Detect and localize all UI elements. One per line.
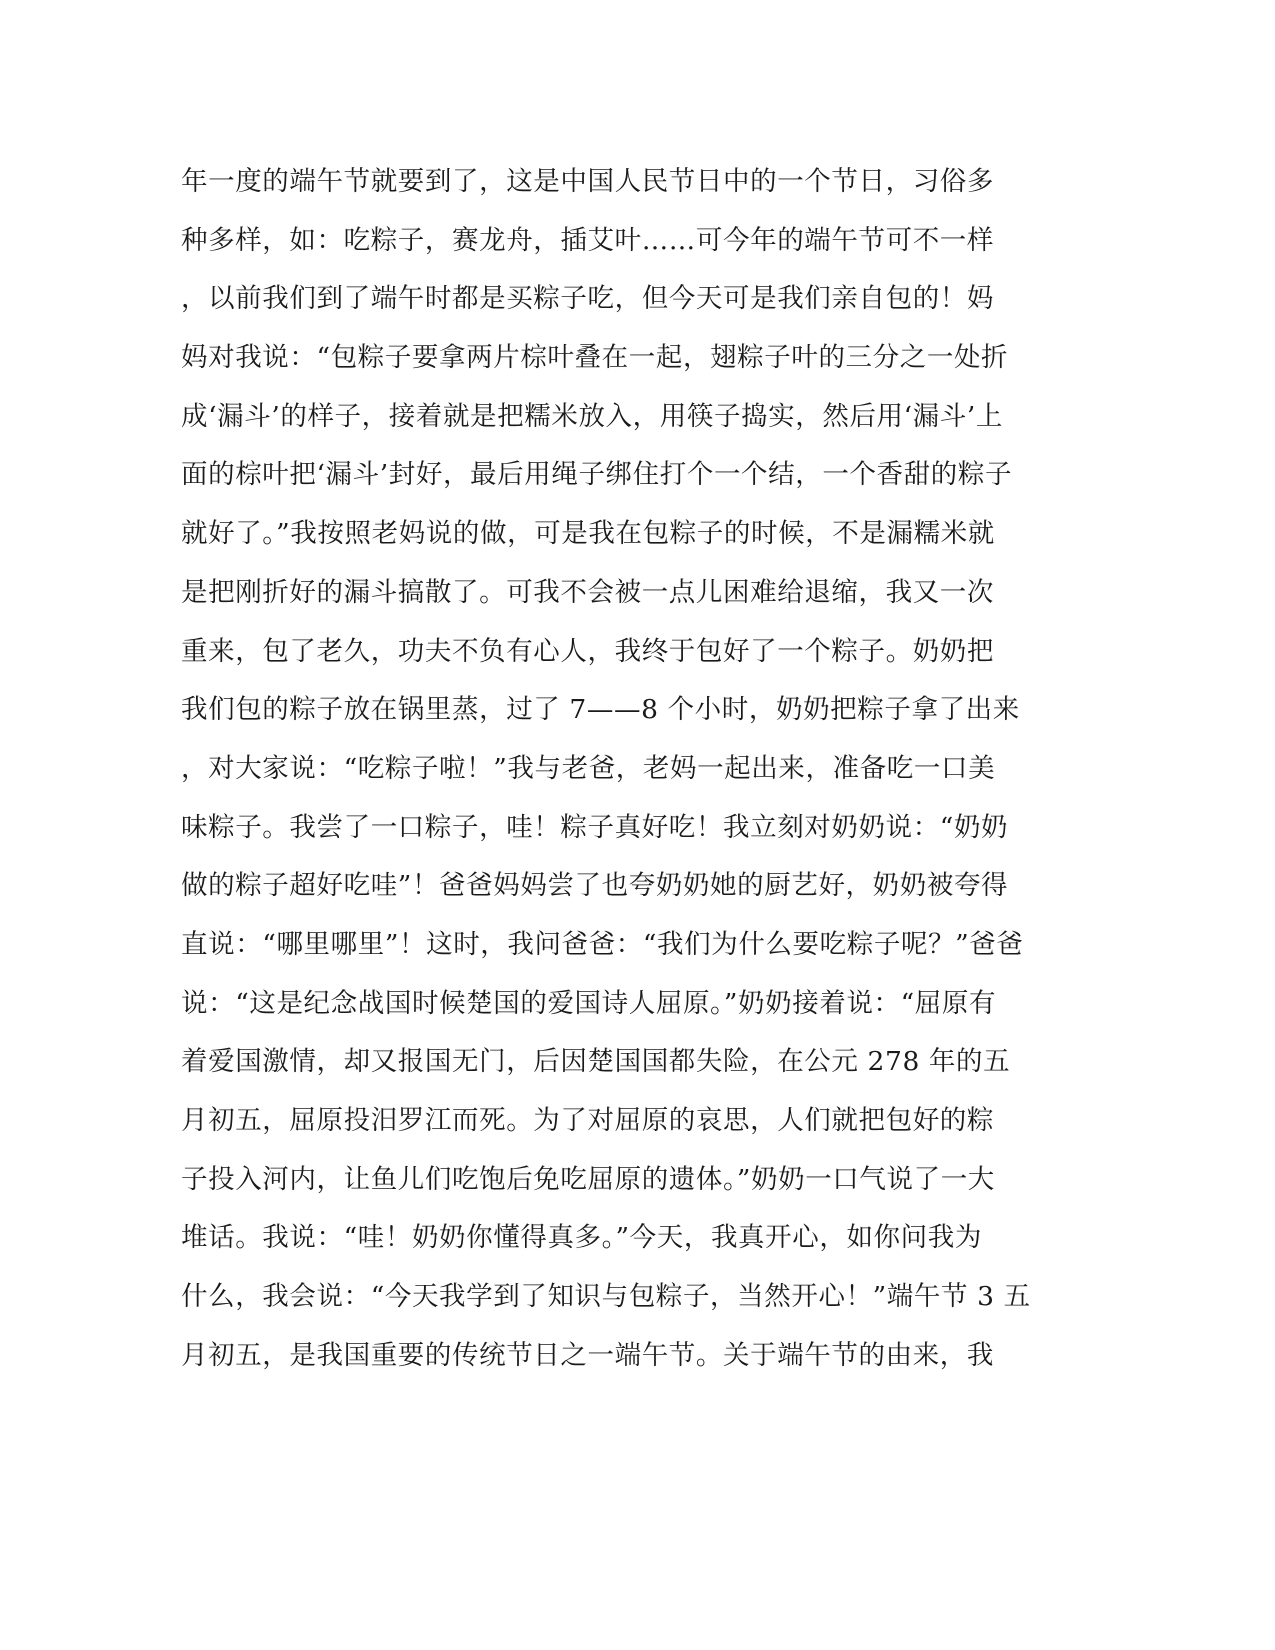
- text-line-4: 妈对我说：“包粽子要拿两片棕叶叠在一起，翅粽子叶的三分之一处折: [181, 342, 1009, 374]
- text-line-6: 面的棕叶把‘漏斗’封好，最后用绳子绑住打个一个结，一个香甜的粽子: [181, 459, 1013, 491]
- text-line-7: 就好了。”我按照老妈说的做，可是我在包粽子的时候，不是漏糯米就: [181, 518, 995, 550]
- text-line-13: 做的粽子超好吃哇”！爸爸妈妈尝了也夸奶奶她的厨艺好，奶奶被夸得: [181, 870, 1009, 902]
- text-line-8: 是把刚折好的漏斗搞散了。可我不会被一点儿困难给退缩，我又一次: [181, 576, 994, 608]
- text-line-11: ，对大家说：“吃粽子啦！”我与老爸，老妈一起出来，准备吃一口美: [181, 752, 996, 784]
- text-line-14: 直说：“哪里哪里”！这时，我问爸爸：“我们为什么要吃粽子呢？”爸爸: [181, 928, 1024, 960]
- text-line-19: 堆话。我说：“哇！奶奶你懂得真多。”今天，我真开心，如你问我为: [181, 1222, 982, 1254]
- text-line-9: 重来，包了老久，功夫不负有心人，我终于包好了一个粽子。奶奶把: [181, 635, 994, 667]
- text-line-17: 月初五，屈原投汨罗江而死。为了对屈原的哀思，人们就把包好的粽: [181, 1105, 994, 1136]
- text-line-16: 着爱国激情，却又报国无门，后因楚国国都失险，在公元 278 年的五: [181, 1046, 1011, 1078]
- text-line-3: ，以前我们到了端午时都是买粽子吃，但今天可是我们亲自包的！妈: [181, 283, 994, 315]
- text-line-15: 说：“这是纪念战国时候楚国的爱国诗人屈原。”奶奶接着说：“屈原有: [181, 987, 997, 1019]
- text-line-2: 种多样，如：吃粽子，赛龙舟，插艾叶……可今年的端午节可不一样: [181, 224, 994, 256]
- text-line-21: 月初五，是我国重要的传统节日之一端午节。关于端午节的由来，我: [181, 1339, 994, 1371]
- text-line-1: 年一度的端午节就要到了，这是中国人民节日中的一个节日，习俗多: [181, 166, 994, 197]
- text-line-10: 我们包的粽子放在锅里蒸，过了 7——8 个小时，奶奶把粽子拿了出来: [181, 694, 1020, 726]
- text-line-5: 成‘漏斗’的样子，接着就是把糯米放入，用筷子捣实，然后用‘漏斗’上: [181, 400, 1003, 432]
- text-line-20: 什么，我会说：“今天我学到了知识与包粽子，当然开心！”端午节 3 五: [181, 1281, 1031, 1313]
- essay-body: [181, 153, 1061, 1385]
- text-line-18: 子投入河内，让鱼儿们吃饱后免吃屈原的遗体。”奶奶一口气说了一大: [181, 1163, 995, 1195]
- text-line-12: 味粽子。我尝了一口粽子，哇！粽子真好吃！我立刻对奶奶说：“奶奶: [181, 811, 1009, 843]
